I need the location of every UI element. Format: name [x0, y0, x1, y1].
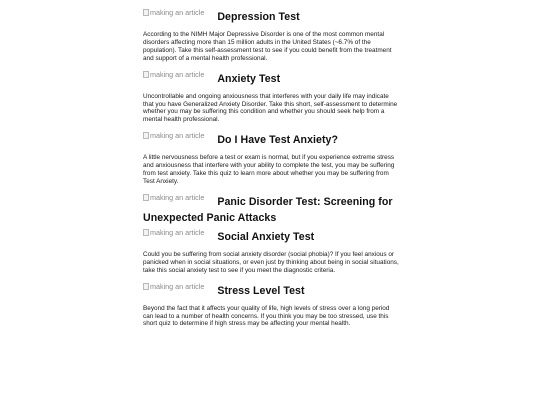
article-social-anxiety-test: [143, 228, 400, 275]
broken-image-icon: [143, 71, 149, 78]
article-title[interactable]: Do I Have Test Anxiety?: [217, 134, 338, 147]
article-thumbnail[interactable]: [143, 193, 204, 203]
article-header: [143, 70, 400, 87]
article-description: A little nervousness before a test or exam is normal, but if you experience extreme stress and anxiousness that interfere with your ability to complete the test, you may be suffering from test anxiety. Take this quiz to learn more about whether you may be suffering from Test Anxiety.: [143, 154, 395, 185]
thumbnail-alt-text: making an article: [150, 69, 205, 79]
thumbnail-alt-text: making an article: [150, 281, 205, 291]
article-title[interactable]: Stress Level Test: [217, 284, 305, 297]
article-title[interactable]: Anxiety Test: [217, 72, 281, 85]
article-test-anxiety: [143, 131, 400, 186]
article-title[interactable]: Panic Disorder Test: Screening for Unexpected Panic Attacks: [143, 195, 393, 224]
article-description: Beyond the fact that it affects your quality of life, high levels of stress over a long period can lead to a number of health concerns. If you think you may be too stressed, use this short quiz to determine if high stress may be affecting your mental health.: [143, 304, 390, 328]
article-panic-disorder-test: [143, 193, 400, 226]
article-header: [143, 282, 400, 299]
article-thumbnail[interactable]: [143, 70, 204, 80]
article-header: [143, 193, 400, 226]
article-thumbnail[interactable]: [143, 131, 204, 141]
broken-image-icon: [143, 283, 149, 290]
article-list: [143, 8, 400, 328]
thumbnail-alt-text: making an article: [150, 227, 205, 237]
article-title[interactable]: Depression Test: [217, 11, 300, 23]
broken-image-icon: [143, 132, 149, 139]
article-description: Uncontrollable and ongoing anxiousness that interferes with your daily life may indicate that you have Generalized Anxiety Disorder. Take this short, self-assessment to determine whether you may be suffering this condition and whether you should seek help from a mental health professional.: [143, 92, 398, 124]
thumbnail-alt-text: making an article: [150, 8, 205, 17]
article-header: [143, 131, 400, 148]
thumbnail-alt-text: making an article: [150, 131, 205, 141]
article-thumbnail[interactable]: [143, 228, 204, 238]
article-title[interactable]: Social Anxiety Test: [217, 230, 315, 243]
article-depression-test: [143, 8, 400, 63]
article-thumbnail[interactable]: [143, 282, 204, 292]
article-anxiety-test: [143, 70, 400, 125]
article-stress-level-test: [143, 282, 400, 329]
article-description: According to the NIMH Major Depressive Disorder is one of the most common mental disorders affecting more than 15 million adults in the United States (~6.7% of the population). Take this self-assessment test to see if you could benefit from the treatment and support of a mental health professional.: [143, 31, 392, 62]
broken-image-icon: [143, 194, 149, 201]
thumbnail-alt-text: making an article: [150, 192, 205, 202]
broken-image-icon: [143, 229, 149, 236]
broken-image-icon: [143, 9, 149, 16]
article-header: [143, 228, 400, 245]
article-description: Could you be suffering from social anxiety disorder (social phobia)? If you feel anxious or panicked when in social situations, or even just by thinking about being in social situations, take this social anxiety test to see if you meet the diagnostic criteria.: [143, 250, 399, 274]
article-thumbnail[interactable]: [143, 8, 204, 18]
article-header: [143, 8, 400, 25]
